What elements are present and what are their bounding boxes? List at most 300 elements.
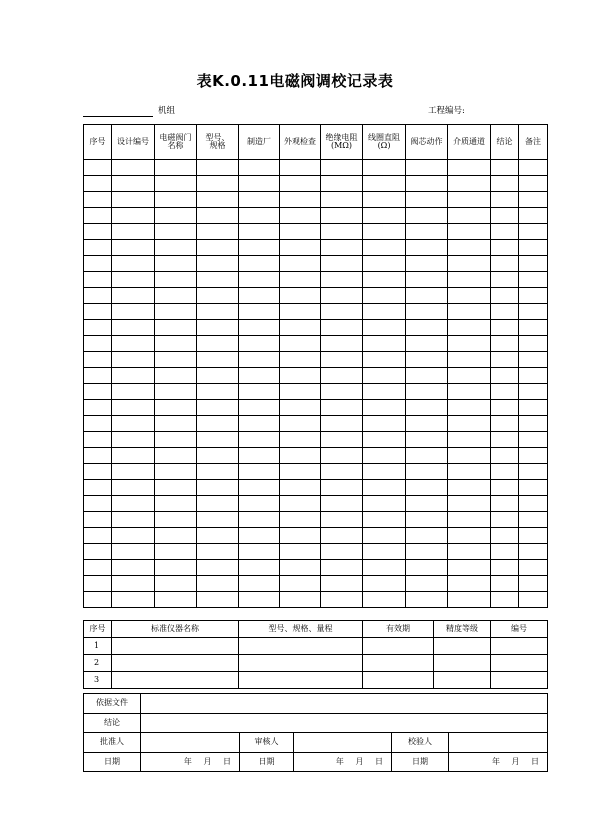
table-cell[interactable]	[197, 176, 239, 192]
table-cell[interactable]	[239, 528, 280, 544]
table-cell[interactable]	[84, 224, 112, 240]
table-cell[interactable]	[448, 512, 491, 528]
table-cell[interactable]	[197, 592, 239, 608]
table-cell[interactable]	[448, 352, 491, 368]
table-cell[interactable]	[448, 448, 491, 464]
table-cell[interactable]	[321, 592, 363, 608]
table-cell[interactable]	[519, 416, 548, 432]
table-cell[interactable]	[519, 560, 548, 576]
table-cell[interactable]	[197, 464, 239, 480]
table-cell[interactable]	[448, 288, 491, 304]
table-cell[interactable]	[519, 224, 548, 240]
table-cell[interactable]	[155, 400, 197, 416]
table-cell[interactable]	[519, 176, 548, 192]
table-cell[interactable]	[155, 448, 197, 464]
table-cell[interactable]	[155, 528, 197, 544]
table-cell[interactable]	[321, 208, 363, 224]
table-cell[interactable]	[84, 384, 112, 400]
table-cell[interactable]	[280, 576, 321, 592]
table-cell[interactable]	[406, 432, 448, 448]
table-cell[interactable]	[112, 208, 155, 224]
table-cell[interactable]	[406, 512, 448, 528]
table-cell[interactable]	[84, 288, 112, 304]
table-cell[interactable]	[406, 464, 448, 480]
table-cell[interactable]	[239, 192, 280, 208]
table-cell[interactable]	[448, 416, 491, 432]
table-cell[interactable]	[239, 496, 280, 512]
table-cell[interactable]	[406, 352, 448, 368]
table-cell[interactable]	[280, 592, 321, 608]
table-cell[interactable]	[84, 528, 112, 544]
table-cell[interactable]	[280, 544, 321, 560]
table-cell[interactable]	[406, 240, 448, 256]
table-cell[interactable]	[321, 368, 363, 384]
table-cell[interactable]	[321, 160, 363, 176]
table-cell[interactable]	[519, 528, 548, 544]
table-cell[interactable]	[197, 288, 239, 304]
table-cell[interactable]	[519, 368, 548, 384]
table-cell[interactable]	[112, 256, 155, 272]
instrument-cell[interactable]	[363, 655, 434, 672]
table-cell[interactable]	[519, 544, 548, 560]
table-cell[interactable]	[197, 448, 239, 464]
table-cell[interactable]	[519, 464, 548, 480]
table-cell[interactable]	[363, 480, 406, 496]
table-cell[interactable]	[280, 320, 321, 336]
table-cell[interactable]	[197, 368, 239, 384]
table-cell[interactable]	[448, 480, 491, 496]
table-cell[interactable]	[197, 512, 239, 528]
table-cell[interactable]	[363, 176, 406, 192]
table-cell[interactable]	[112, 464, 155, 480]
table-cell[interactable]	[519, 304, 548, 320]
table-cell[interactable]	[155, 496, 197, 512]
table-cell[interactable]	[155, 544, 197, 560]
table-cell[interactable]	[448, 224, 491, 240]
table-cell[interactable]	[448, 320, 491, 336]
instrument-cell[interactable]	[363, 672, 434, 689]
table-cell[interactable]	[448, 192, 491, 208]
table-cell[interactable]	[406, 208, 448, 224]
table-cell[interactable]	[112, 320, 155, 336]
table-cell[interactable]	[84, 544, 112, 560]
table-cell[interactable]	[363, 448, 406, 464]
table-cell[interactable]	[239, 480, 280, 496]
table-cell[interactable]	[363, 400, 406, 416]
table-cell[interactable]	[280, 480, 321, 496]
table-cell[interactable]	[155, 192, 197, 208]
table-cell[interactable]	[239, 400, 280, 416]
table-cell[interactable]	[491, 304, 519, 320]
table-cell[interactable]	[84, 256, 112, 272]
table-cell[interactable]	[406, 192, 448, 208]
table-cell[interactable]	[321, 480, 363, 496]
table-cell[interactable]	[448, 336, 491, 352]
table-cell[interactable]	[363, 192, 406, 208]
table-cell[interactable]	[155, 512, 197, 528]
approver-date-field[interactable]: 年 月 日	[141, 752, 240, 772]
table-cell[interactable]	[84, 448, 112, 464]
table-cell[interactable]	[280, 496, 321, 512]
table-cell[interactable]	[406, 368, 448, 384]
table-cell[interactable]	[448, 304, 491, 320]
table-cell[interactable]	[112, 496, 155, 512]
table-cell[interactable]	[197, 272, 239, 288]
table-cell[interactable]	[491, 240, 519, 256]
instrument-cell[interactable]	[239, 655, 363, 672]
table-cell[interactable]	[448, 384, 491, 400]
table-cell[interactable]	[280, 256, 321, 272]
table-cell[interactable]	[239, 416, 280, 432]
table-cell[interactable]	[363, 224, 406, 240]
table-cell[interactable]	[197, 528, 239, 544]
table-cell[interactable]	[112, 400, 155, 416]
table-cell[interactable]	[363, 560, 406, 576]
table-cell[interactable]	[112, 528, 155, 544]
table-cell[interactable]	[239, 272, 280, 288]
instrument-cell[interactable]	[112, 638, 239, 655]
table-cell[interactable]	[321, 576, 363, 592]
table-cell[interactable]	[239, 208, 280, 224]
table-cell[interactable]	[197, 384, 239, 400]
table-cell[interactable]	[112, 512, 155, 528]
table-cell[interactable]	[112, 352, 155, 368]
table-cell[interactable]	[363, 352, 406, 368]
table-cell[interactable]	[519, 592, 548, 608]
instrument-cell[interactable]	[363, 638, 434, 655]
reviewer-field[interactable]	[294, 733, 392, 753]
table-cell[interactable]	[112, 192, 155, 208]
table-cell[interactable]	[448, 528, 491, 544]
table-cell[interactable]	[280, 368, 321, 384]
table-cell[interactable]	[491, 176, 519, 192]
table-cell[interactable]	[491, 592, 519, 608]
table-cell[interactable]	[491, 560, 519, 576]
table-cell[interactable]	[491, 464, 519, 480]
table-cell[interactable]	[448, 160, 491, 176]
table-cell[interactable]	[280, 208, 321, 224]
table-cell[interactable]	[363, 528, 406, 544]
table-cell[interactable]	[239, 576, 280, 592]
table-cell[interactable]	[448, 496, 491, 512]
table-cell[interactable]	[321, 176, 363, 192]
instrument-cell[interactable]	[434, 672, 491, 689]
table-cell[interactable]	[112, 544, 155, 560]
table-cell[interactable]	[239, 176, 280, 192]
table-cell[interactable]	[280, 304, 321, 320]
table-cell[interactable]	[239, 160, 280, 176]
table-cell[interactable]	[406, 304, 448, 320]
table-cell[interactable]	[280, 464, 321, 480]
table-cell[interactable]	[448, 176, 491, 192]
table-cell[interactable]	[84, 160, 112, 176]
table-cell[interactable]	[239, 512, 280, 528]
table-cell[interactable]	[112, 160, 155, 176]
table-cell[interactable]	[112, 288, 155, 304]
table-cell[interactable]	[239, 432, 280, 448]
table-cell[interactable]	[448, 464, 491, 480]
table-cell[interactable]	[84, 464, 112, 480]
table-cell[interactable]	[519, 432, 548, 448]
table-cell[interactable]	[239, 464, 280, 480]
table-cell[interactable]	[363, 288, 406, 304]
instrument-cell[interactable]	[491, 655, 548, 672]
table-cell[interactable]	[280, 192, 321, 208]
table-cell[interactable]	[406, 224, 448, 240]
instrument-cell[interactable]	[491, 672, 548, 689]
table-cell[interactable]	[363, 256, 406, 272]
table-cell[interactable]	[155, 288, 197, 304]
table-cell[interactable]	[491, 352, 519, 368]
table-cell[interactable]	[491, 432, 519, 448]
table-cell[interactable]	[519, 208, 548, 224]
table-cell[interactable]	[321, 336, 363, 352]
table-cell[interactable]	[239, 384, 280, 400]
instrument-cell[interactable]	[434, 655, 491, 672]
table-cell[interactable]	[321, 288, 363, 304]
table-cell[interactable]	[491, 256, 519, 272]
approver-field[interactable]	[141, 733, 240, 753]
table-cell[interactable]	[321, 432, 363, 448]
table-cell[interactable]	[491, 192, 519, 208]
table-cell[interactable]	[363, 336, 406, 352]
table-cell[interactable]	[491, 320, 519, 336]
table-cell[interactable]	[197, 224, 239, 240]
table-cell[interactable]	[519, 320, 548, 336]
table-cell[interactable]	[84, 512, 112, 528]
table-cell[interactable]	[406, 544, 448, 560]
instrument-cell[interactable]	[491, 638, 548, 655]
table-cell[interactable]	[491, 368, 519, 384]
table-cell[interactable]	[84, 496, 112, 512]
table-cell[interactable]	[84, 352, 112, 368]
table-cell[interactable]	[406, 400, 448, 416]
table-cell[interactable]	[491, 576, 519, 592]
table-cell[interactable]	[491, 496, 519, 512]
table-cell[interactable]	[519, 240, 548, 256]
table-cell[interactable]	[406, 480, 448, 496]
table-cell[interactable]	[197, 336, 239, 352]
table-cell[interactable]	[519, 160, 548, 176]
verifier-field[interactable]	[449, 733, 548, 753]
table-cell[interactable]	[197, 480, 239, 496]
table-cell[interactable]	[239, 368, 280, 384]
reviewer-date-field[interactable]: 年 月 日	[294, 752, 392, 772]
table-cell[interactable]	[448, 256, 491, 272]
table-cell[interactable]	[448, 576, 491, 592]
table-cell[interactable]	[239, 544, 280, 560]
table-cell[interactable]	[491, 448, 519, 464]
table-cell[interactable]	[363, 208, 406, 224]
table-cell[interactable]	[321, 560, 363, 576]
table-cell[interactable]	[491, 224, 519, 240]
table-cell[interactable]	[406, 496, 448, 512]
table-cell[interactable]	[406, 592, 448, 608]
table-cell[interactable]	[406, 384, 448, 400]
table-cell[interactable]	[491, 416, 519, 432]
table-cell[interactable]	[84, 560, 112, 576]
table-cell[interactable]	[448, 368, 491, 384]
table-cell[interactable]	[197, 432, 239, 448]
table-cell[interactable]	[280, 288, 321, 304]
table-cell[interactable]	[406, 176, 448, 192]
table-cell[interactable]	[406, 336, 448, 352]
table-cell[interactable]	[280, 240, 321, 256]
table-cell[interactable]	[519, 352, 548, 368]
table-cell[interactable]	[491, 336, 519, 352]
table-cell[interactable]	[363, 544, 406, 560]
table-cell[interactable]	[155, 592, 197, 608]
table-cell[interactable]	[321, 528, 363, 544]
table-cell[interactable]	[363, 320, 406, 336]
table-cell[interactable]	[448, 592, 491, 608]
table-cell[interactable]	[280, 400, 321, 416]
table-cell[interactable]	[197, 208, 239, 224]
table-cell[interactable]	[197, 320, 239, 336]
table-cell[interactable]	[363, 240, 406, 256]
table-cell[interactable]	[448, 240, 491, 256]
table-cell[interactable]	[239, 320, 280, 336]
table-cell[interactable]	[519, 256, 548, 272]
table-cell[interactable]	[239, 304, 280, 320]
table-cell[interactable]	[363, 512, 406, 528]
instrument-cell[interactable]	[239, 638, 363, 655]
instrument-cell[interactable]	[434, 638, 491, 655]
table-cell[interactable]	[155, 432, 197, 448]
table-cell[interactable]	[321, 400, 363, 416]
table-cell[interactable]	[155, 576, 197, 592]
table-cell[interactable]	[239, 560, 280, 576]
table-cell[interactable]	[239, 336, 280, 352]
table-cell[interactable]	[448, 544, 491, 560]
table-cell[interactable]	[280, 416, 321, 432]
table-cell[interactable]	[321, 192, 363, 208]
table-cell[interactable]	[280, 224, 321, 240]
table-cell[interactable]	[112, 560, 155, 576]
table-cell[interactable]	[519, 384, 548, 400]
table-cell[interactable]	[406, 288, 448, 304]
table-cell[interactable]	[448, 560, 491, 576]
table-cell[interactable]	[321, 464, 363, 480]
table-cell[interactable]	[155, 368, 197, 384]
table-cell[interactable]	[491, 384, 519, 400]
table-cell[interactable]	[155, 480, 197, 496]
table-cell[interactable]	[155, 304, 197, 320]
table-cell[interactable]	[321, 384, 363, 400]
table-cell[interactable]	[406, 256, 448, 272]
table-cell[interactable]	[112, 448, 155, 464]
table-cell[interactable]	[280, 528, 321, 544]
table-cell[interactable]	[112, 240, 155, 256]
table-cell[interactable]	[197, 352, 239, 368]
table-cell[interactable]	[84, 336, 112, 352]
table-cell[interactable]	[363, 384, 406, 400]
instrument-cell[interactable]	[239, 672, 363, 689]
table-cell[interactable]	[112, 272, 155, 288]
table-cell[interactable]	[406, 560, 448, 576]
table-cell[interactable]	[280, 352, 321, 368]
table-cell[interactable]	[519, 496, 548, 512]
table-cell[interactable]	[363, 368, 406, 384]
table-cell[interactable]	[321, 256, 363, 272]
table-cell[interactable]	[155, 240, 197, 256]
table-cell[interactable]	[363, 592, 406, 608]
table-cell[interactable]	[519, 288, 548, 304]
table-cell[interactable]	[363, 160, 406, 176]
table-cell[interactable]	[155, 320, 197, 336]
table-cell[interactable]	[155, 352, 197, 368]
table-cell[interactable]	[239, 592, 280, 608]
table-cell[interactable]	[280, 384, 321, 400]
table-cell[interactable]	[155, 160, 197, 176]
table-cell[interactable]	[155, 208, 197, 224]
table-cell[interactable]	[363, 272, 406, 288]
table-cell[interactable]	[491, 544, 519, 560]
table-cell[interactable]	[239, 352, 280, 368]
table-cell[interactable]	[491, 400, 519, 416]
table-cell[interactable]	[406, 160, 448, 176]
table-cell[interactable]	[84, 272, 112, 288]
table-cell[interactable]	[197, 576, 239, 592]
table-cell[interactable]	[84, 400, 112, 416]
table-cell[interactable]	[112, 432, 155, 448]
table-cell[interactable]	[519, 400, 548, 416]
table-cell[interactable]	[280, 176, 321, 192]
table-cell[interactable]	[363, 496, 406, 512]
table-cell[interactable]	[491, 528, 519, 544]
table-cell[interactable]	[406, 272, 448, 288]
table-cell[interactable]	[84, 368, 112, 384]
table-cell[interactable]	[84, 320, 112, 336]
table-cell[interactable]	[448, 208, 491, 224]
table-cell[interactable]	[112, 304, 155, 320]
table-cell[interactable]	[406, 576, 448, 592]
table-cell[interactable]	[519, 448, 548, 464]
table-cell[interactable]	[84, 304, 112, 320]
table-cell[interactable]	[197, 400, 239, 416]
table-cell[interactable]	[155, 176, 197, 192]
table-cell[interactable]	[491, 272, 519, 288]
table-cell[interactable]	[112, 368, 155, 384]
conclusion-field[interactable]	[141, 713, 548, 733]
table-cell[interactable]	[321, 240, 363, 256]
table-cell[interactable]	[519, 336, 548, 352]
table-cell[interactable]	[321, 512, 363, 528]
table-cell[interactable]	[321, 352, 363, 368]
table-cell[interactable]	[363, 416, 406, 432]
table-cell[interactable]	[519, 480, 548, 496]
instrument-cell[interactable]	[112, 655, 239, 672]
table-cell[interactable]	[84, 176, 112, 192]
table-cell[interactable]	[280, 432, 321, 448]
table-cell[interactable]	[321, 496, 363, 512]
table-cell[interactable]	[84, 576, 112, 592]
table-cell[interactable]	[84, 192, 112, 208]
table-cell[interactable]	[112, 576, 155, 592]
table-cell[interactable]	[112, 176, 155, 192]
table-cell[interactable]	[519, 192, 548, 208]
instrument-cell[interactable]	[112, 672, 239, 689]
table-cell[interactable]	[321, 448, 363, 464]
basis-field[interactable]	[141, 694, 548, 714]
table-cell[interactable]	[197, 160, 239, 176]
table-cell[interactable]	[321, 224, 363, 240]
table-cell[interactable]	[112, 416, 155, 432]
table-cell[interactable]	[321, 304, 363, 320]
table-cell[interactable]	[84, 416, 112, 432]
table-cell[interactable]	[197, 192, 239, 208]
table-cell[interactable]	[155, 560, 197, 576]
